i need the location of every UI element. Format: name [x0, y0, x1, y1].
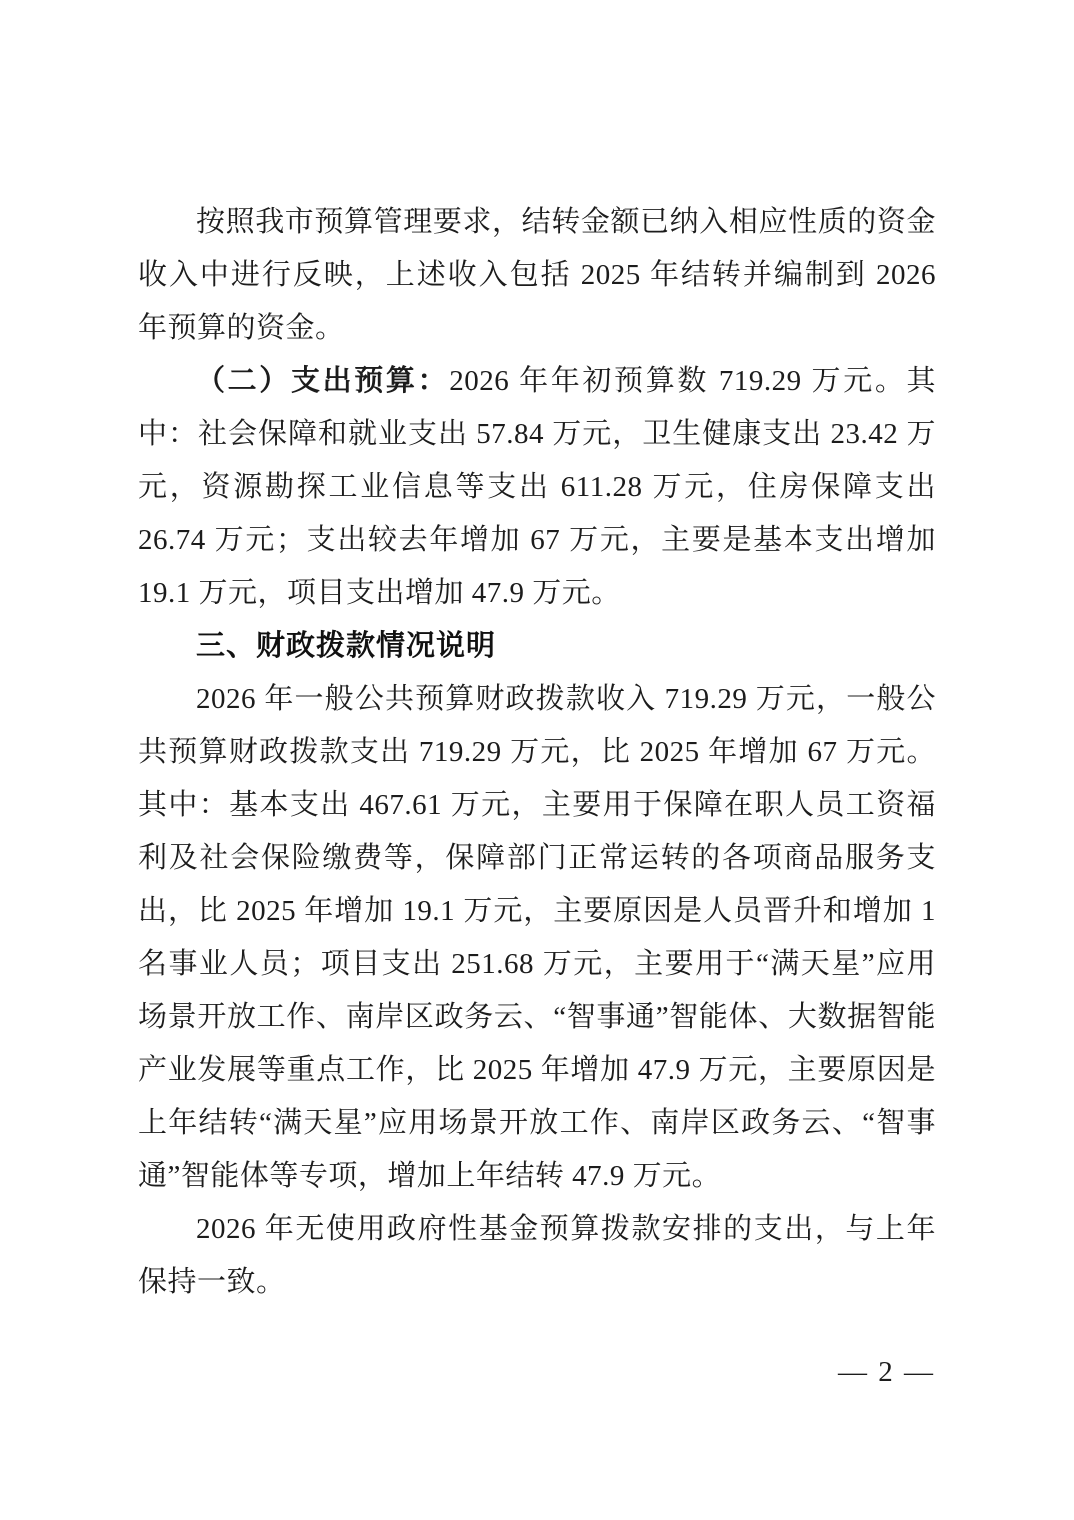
paragraph-carryover-funds: 按照我市预算管理要求，结转金额已纳入相应性质的资金收入中进行反映，上述收入包括 2025 年结转并编制到 2026 年预算的资金。: [138, 206, 936, 344]
page-number: — 2 —: [838, 1356, 935, 1388]
paragraph-government-fund: 2026 年无使用政府性基金预算拨款安排的支出，与上年保持一致。: [138, 1213, 936, 1298]
paragraph-expenditure-budget-lead: （二）支出预算：: [196, 365, 450, 397]
paragraph-fiscal-appropriation-detail: 2026 年一般公共预算财政拨款收入 719.29 万元，一般公共预算财政拨款支出 719.29 万元，比 2025 年增加 67 万元。其中：基本支出 467.61 万元，主要用于保障在职人员工资福利及社会保险缴费等，保障部门正常运转的各项商品服务支出，比 2025 年增加 19.1 万元，主要原因是人员晋升和增加 1 名事业人员；项目支出 251.68 万元，主要用于“满天星”应用场景开放工作、南岸区政务云、“智事通”智能体、大数据智能产业发展等重点工作，比 2025 年增加 47.9 万元，主要原因是上年结转“满天星”应用场景开放工作、南岸区政务云、“智事通”智能体等专项，增加上年结转 47.9 万元。: [138, 683, 936, 1192]
document-text-block: [138, 196, 936, 1309]
paragraph-expenditure-budget-body: 2026 年年初预算数 719.29 万元。其中：社会保障和就业支出 57.84 万元，卫生健康支出 23.42 万元，资源勘探工业信息等支出 611.28 万元，住房保障支出 26.74 万元；支出较去年增加 67 万元，主要是基本支出增加 19.1 万元，项目支出增加 47.9 万元。: [138, 365, 936, 609]
section-heading-fiscal-appropriation: 三、财政拨款情况说明: [196, 630, 497, 662]
paragraph-expenditure-budget: [138, 355, 936, 620]
